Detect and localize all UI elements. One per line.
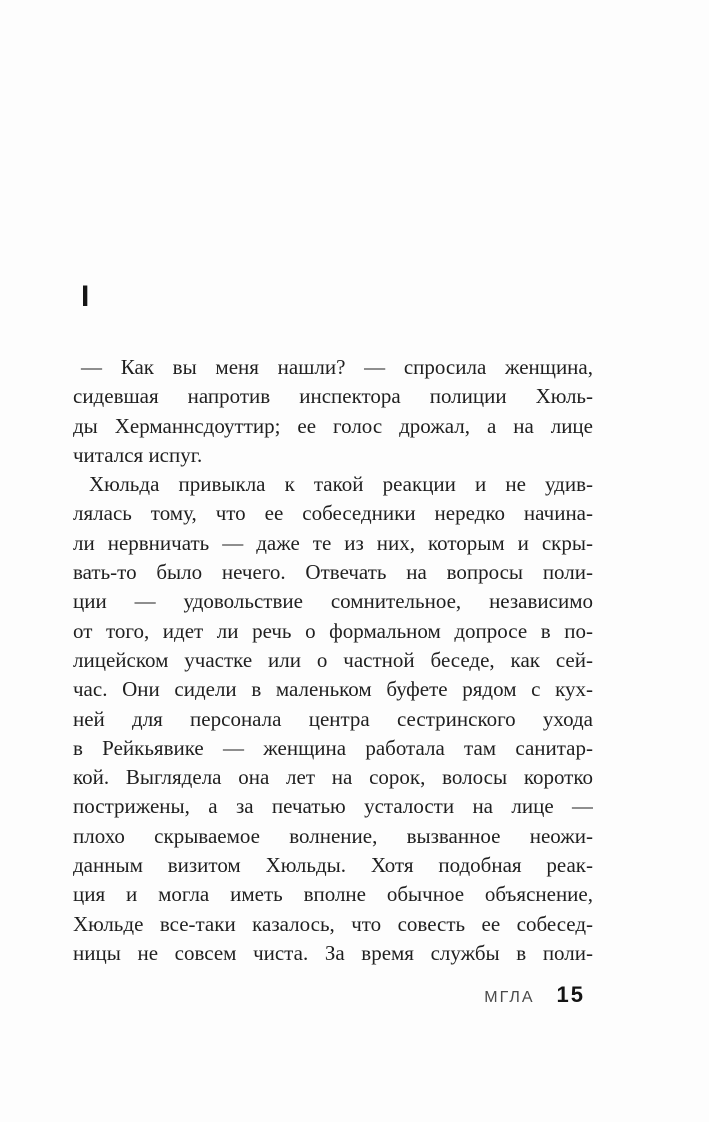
text-line: сидевшая напротив инспектора полиции Хюль- [73,384,593,409]
text-line: кой. Выглядела она лет на сорок, волосы коротко [73,765,593,790]
text-line: лялась тому, что ее собеседники нередко начина- [73,501,593,526]
page-footer [484,982,585,1008]
text-line: ницы не совсем чиста. За время службы в поли- [73,940,593,965]
text-line: ция и могла иметь вполне обычное объяснение, [73,882,593,907]
page-number: 15 [556,982,585,1007]
text-line: вать-то было нечего. Отвечать на вопросы поли- [73,560,593,585]
body-text [73,353,593,968]
text-line: ды Херманнсдоуттир; ее голос дрожал, а на лице [73,413,593,438]
text-line: час. Они сидели в маленьком буфете рядом с кух- [73,677,593,702]
text-line: читался испуг. [73,442,203,467]
text-line: Хюльде все-таки казалось, что совесть ее собесед- [73,911,593,936]
text-line: данным визитом Хюльды. Хотя подобная реак- [73,853,593,878]
text-line: ли нервничать — даже те из них, которым и скры- [73,530,593,555]
running-title: МГЛА [484,989,535,1006]
text-line: пострижены, а за печатью усталости на лице — [73,794,593,819]
text-line: лицейском участке или о частной беседе, как сей- [73,647,593,672]
text-line: в Рейкьявике — женщина работала там санитар- [73,735,593,760]
text-line: от того, идет ли речь о формальном допросе в по- [73,618,593,643]
text-line: ции — удовольствие сомнительное, независимо [73,589,593,614]
chapter-number: I [81,280,90,313]
text-line: Хюльда привыкла к такой реакции и не удив- [89,472,593,497]
text-line: ней для персонала центра сестринского ухода [73,706,593,731]
text-line: — Как вы меня нашли? — спросила женщина, [81,355,593,379]
text-line: плохо скрываемое волнение, вызванное неожи- [73,823,593,848]
